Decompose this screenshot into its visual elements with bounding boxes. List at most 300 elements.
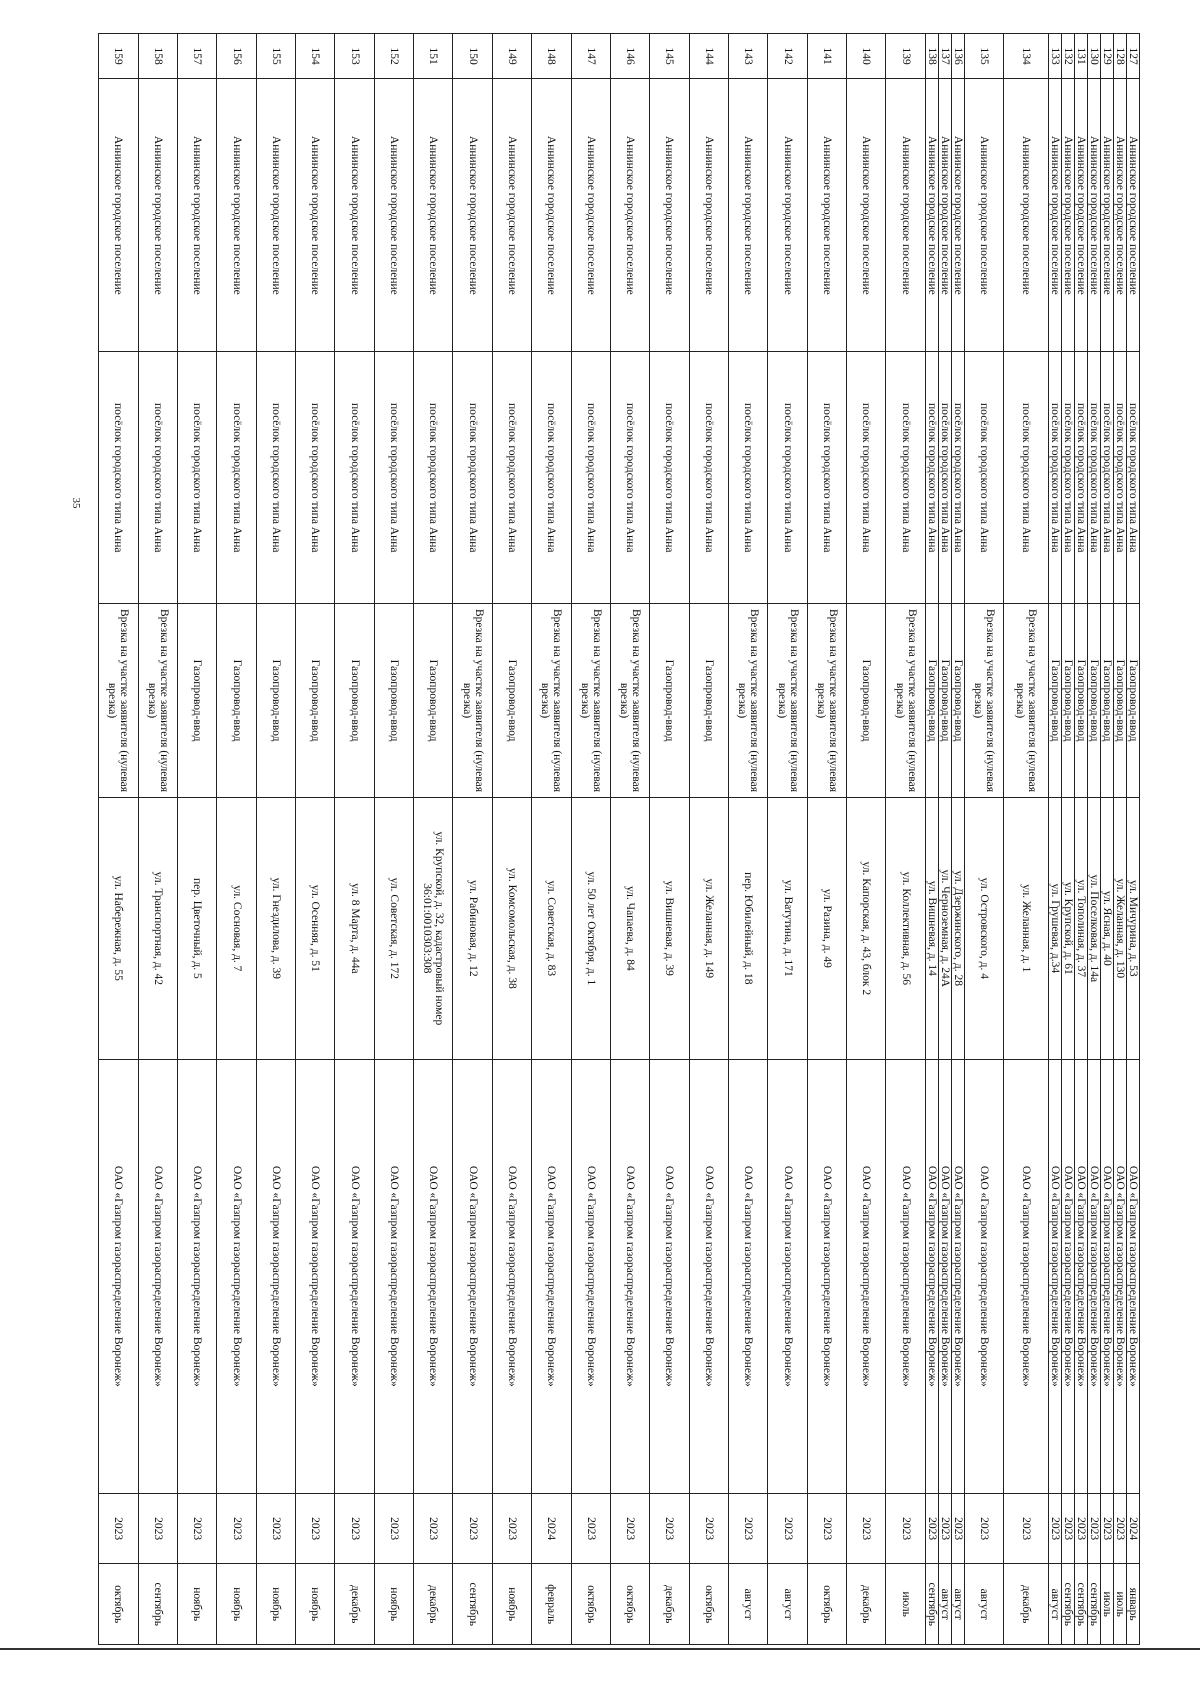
locality-cell: посёлок городского типа Анна xyxy=(768,352,807,604)
row-number-cell: 156 xyxy=(217,34,256,79)
locality-cell: посёлок городского типа Анна xyxy=(1088,352,1101,604)
locality-cell: посёлок городского типа Анна xyxy=(492,352,531,604)
address-cell: ул. Рабиновая, д. 12 xyxy=(453,797,492,1059)
row-number-cell: 140 xyxy=(847,34,886,79)
row-number-cell: 148 xyxy=(532,34,571,79)
table-row xyxy=(807,34,846,1645)
month-cell: декабрь xyxy=(335,1564,374,1645)
year-cell: 2023 xyxy=(807,1493,846,1563)
table-row xyxy=(886,34,925,1645)
row-number-cell: 147 xyxy=(571,34,610,79)
year-cell: 2023 xyxy=(938,1493,951,1563)
row-number-cell: 129 xyxy=(1101,34,1114,79)
locality-cell: посёлок городского типа Анна xyxy=(256,352,295,604)
organization-cell: ОАО «Газпром газораспределение Воронеж» xyxy=(1101,1059,1114,1493)
year-cell: 2023 xyxy=(374,1493,413,1563)
address-cell: ул. Осенняя, д. 51 xyxy=(296,797,335,1059)
row-number-cell: 137 xyxy=(938,34,951,79)
locality-cell: посёлок городского типа Анна xyxy=(886,352,925,604)
table-row xyxy=(1114,34,1127,1645)
table-row xyxy=(492,34,531,1645)
organization-cell: ОАО «Газпром газораспределение Воронеж» xyxy=(296,1059,335,1493)
address-cell: ул. 8 Марта, д. 44а xyxy=(335,797,374,1059)
connections-table-rotated xyxy=(106,33,1140,1645)
address-cell: ул. Коллективная, д. 56 xyxy=(886,797,925,1059)
table-row xyxy=(610,34,649,1645)
organization-cell: ОАО «Газпром газораспределение Воронеж» xyxy=(1062,1059,1075,1493)
organization-cell: ОАО «Газпром газораспределение Воронеж» xyxy=(964,1059,1003,1493)
address-cell: ул. 50 лет Октября, д. 1 xyxy=(571,797,610,1059)
settlement-cell: Аннинское городское поселение xyxy=(1049,79,1062,352)
connection-type-cell: Врезка на участке заявителя (нулевая врезка) xyxy=(964,604,1003,798)
address-cell: ул. Черноземная, д. 24А xyxy=(938,797,951,1059)
address-cell: ул. Желанная, д. 1 xyxy=(1004,797,1049,1059)
year-cell: 2023 xyxy=(1088,1493,1101,1563)
organization-cell: ОАО «Газпром газораспределение Воронеж» xyxy=(335,1059,374,1493)
settlement-cell: Аннинское городское поселение xyxy=(138,79,177,352)
year-cell: 2023 xyxy=(768,1493,807,1563)
year-cell: 2023 xyxy=(925,1493,938,1563)
month-cell: декабрь xyxy=(414,1564,453,1645)
row-number-cell: 159 xyxy=(99,34,138,79)
connection-type-cell: Газопровод-ввод xyxy=(492,604,531,798)
page-number: 35 xyxy=(70,497,82,509)
row-number-cell: 155 xyxy=(256,34,295,79)
table-row xyxy=(768,34,807,1645)
table-body xyxy=(99,34,1140,1645)
row-number-cell: 136 xyxy=(951,34,964,79)
connection-type-cell: Газопровод-ввод xyxy=(1127,604,1140,798)
row-number-cell: 145 xyxy=(650,34,689,79)
year-cell: 2023 xyxy=(847,1493,886,1563)
settlement-cell: Аннинское городское поселение xyxy=(492,79,531,352)
address-cell: ул. Ясная, д. 40 xyxy=(1101,797,1114,1059)
connection-type-cell: Газопровод-ввод xyxy=(951,604,964,798)
connection-type-cell: Газопровод-ввод xyxy=(1088,604,1101,798)
organization-cell: ОАО «Газпром газораспределение Воронеж» xyxy=(847,1059,886,1493)
locality-cell: посёлок городского типа Анна xyxy=(1049,352,1062,604)
organization-cell: ОАО «Газпром газораспределение Воронеж» xyxy=(571,1059,610,1493)
table-row xyxy=(138,34,177,1645)
settlement-cell: Аннинское городское поселение xyxy=(374,79,413,352)
table-row xyxy=(453,34,492,1645)
month-cell: сентябрь xyxy=(925,1564,938,1645)
locality-cell: посёлок городского типа Анна xyxy=(938,352,951,604)
connection-type-cell: Газопровод-ввод xyxy=(296,604,335,798)
address-cell: ул. Ватутина, д. 171 xyxy=(768,797,807,1059)
month-cell: август xyxy=(951,1564,964,1645)
month-cell: сентябрь xyxy=(1075,1564,1088,1645)
organization-cell: ОАО «Газпром газораспределение Воронеж» xyxy=(99,1059,138,1493)
locality-cell: посёлок городского типа Анна xyxy=(1127,352,1140,604)
year-cell: 2023 xyxy=(492,1493,531,1563)
address-cell: ул. Поселковая, д. 14а xyxy=(1088,797,1101,1059)
locality-cell: посёлок городского типа Анна xyxy=(1062,352,1075,604)
row-number-cell: 146 xyxy=(610,34,649,79)
connection-type-cell: Газопровод-ввод xyxy=(1049,604,1062,798)
connection-type-cell: Газопровод-ввод xyxy=(1062,604,1075,798)
year-cell: 2023 xyxy=(951,1493,964,1563)
month-cell: август xyxy=(768,1564,807,1645)
address-cell: ул. Вишневая, д. 39 xyxy=(650,797,689,1059)
address-cell: ул. Мичурина, д. 53 xyxy=(1127,797,1140,1059)
table-row xyxy=(689,34,728,1645)
year-cell: 2023 xyxy=(99,1493,138,1563)
organization-cell: ОАО «Газпром газораспределение Воронеж» xyxy=(1088,1059,1101,1493)
table-row xyxy=(414,34,453,1645)
locality-cell: посёлок городского типа Анна xyxy=(571,352,610,604)
year-cell: 2023 xyxy=(256,1493,295,1563)
locality-cell: посёлок городского типа Анна xyxy=(335,352,374,604)
settlement-cell: Аннинское городское поселение xyxy=(217,79,256,352)
settlement-cell: Аннинское городское поселение xyxy=(1075,79,1088,352)
locality-cell: посёлок городского типа Анна xyxy=(1075,352,1088,604)
organization-cell: ОАО «Газпром газораспределение Воронеж» xyxy=(138,1059,177,1493)
month-cell: июль xyxy=(1101,1564,1114,1645)
locality-cell: посёлок городского типа Анна xyxy=(807,352,846,604)
month-cell: октябрь xyxy=(99,1564,138,1645)
year-cell: 2023 xyxy=(1114,1493,1127,1563)
table-row xyxy=(335,34,374,1645)
organization-cell: ОАО «Газпром газораспределение Воронеж» xyxy=(1049,1059,1062,1493)
connection-type-cell: Врезка на участке заявителя (нулевая врезка) xyxy=(610,604,649,798)
connection-type-cell: Врезка на участке заявителя (нулевая врезка) xyxy=(729,604,768,798)
settlement-cell: Аннинское городское поселение xyxy=(938,79,951,352)
locality-cell: посёлок городского типа Анна xyxy=(925,352,938,604)
year-cell: 2023 xyxy=(964,1493,1003,1563)
table-row xyxy=(938,34,951,1645)
year-cell: 2023 xyxy=(414,1493,453,1563)
address-cell: ул. Капорская, д. 43, блок 2 xyxy=(847,797,886,1059)
locality-cell: посёлок городского типа Анна xyxy=(374,352,413,604)
settlement-cell: Аннинское городское поселение xyxy=(886,79,925,352)
address-cell: ул. Крупской, д. 32, кадастровый номер 36:01:0010303:308 xyxy=(414,797,453,1059)
table-row xyxy=(951,34,964,1645)
address-cell: ул. Чапаева, д. 84 xyxy=(610,797,649,1059)
connection-type-cell: Газопровод-ввод xyxy=(335,604,374,798)
address-cell: пер. Цветочный, д. 5 xyxy=(177,797,216,1059)
year-cell: 2023 xyxy=(571,1493,610,1563)
table-row xyxy=(729,34,768,1645)
organization-cell: ОАО «Газпром газораспределение Воронеж» xyxy=(610,1059,649,1493)
organization-cell: ОАО «Газпром газораспределение Воронеж» xyxy=(1127,1059,1140,1493)
year-cell: 2023 xyxy=(177,1493,216,1563)
locality-cell: посёлок городского типа Анна xyxy=(964,352,1003,604)
address-cell: ул. Гнездилова, д. 39 xyxy=(256,797,295,1059)
connection-type-cell: Газопровод-ввод xyxy=(1101,604,1114,798)
organization-cell: ОАО «Газпром газораспределение Воронеж» xyxy=(1075,1059,1088,1493)
address-cell: ул. Грушевая, д.34 xyxy=(1049,797,1062,1059)
organization-cell: ОАО «Газпром газораспределение Воронеж» xyxy=(532,1059,571,1493)
connection-type-cell: Врезка на участке заявителя (нулевая врезка) xyxy=(768,604,807,798)
row-number-cell: 141 xyxy=(807,34,846,79)
address-cell: ул. Набережная, д. 55 xyxy=(99,797,138,1059)
settlement-cell: Аннинское городское поселение xyxy=(1127,79,1140,352)
row-number-cell: 154 xyxy=(296,34,335,79)
month-cell: декабрь xyxy=(847,1564,886,1645)
organization-cell: ОАО «Газпром газораспределение Воронеж» xyxy=(177,1059,216,1493)
row-number-cell: 143 xyxy=(729,34,768,79)
settlement-cell: Аннинское городское поселение xyxy=(177,79,216,352)
address-cell: ул. Советская, д. 83 xyxy=(532,797,571,1059)
month-cell: ноябрь xyxy=(492,1564,531,1645)
row-number-cell: 138 xyxy=(925,34,938,79)
connection-type-cell: Газопровод-ввод xyxy=(650,604,689,798)
table-row xyxy=(847,34,886,1645)
connection-type-cell: Газопровод-ввод xyxy=(938,604,951,798)
year-cell: 2023 xyxy=(1004,1493,1049,1563)
table-row xyxy=(1127,34,1140,1645)
year-cell: 2023 xyxy=(650,1493,689,1563)
settlement-cell: Аннинское городское поселение xyxy=(729,79,768,352)
connection-type-cell: Газопровод-ввод xyxy=(177,604,216,798)
row-number-cell: 157 xyxy=(177,34,216,79)
year-cell: 2023 xyxy=(729,1493,768,1563)
settlement-cell: Аннинское городское поселение xyxy=(807,79,846,352)
locality-cell: посёлок городского типа Анна xyxy=(296,352,335,604)
locality-cell: посёлок городского типа Анна xyxy=(1101,352,1114,604)
table-row xyxy=(296,34,335,1645)
settlement-cell: Аннинское городское поселение xyxy=(1062,79,1075,352)
year-cell: 2023 xyxy=(1101,1493,1114,1563)
locality-cell: посёлок городского типа Анна xyxy=(847,352,886,604)
connection-type-cell: Врезка на участке заявителя (нулевая врезка) xyxy=(1004,604,1049,798)
locality-cell: посёлок городского типа Анна xyxy=(1004,352,1049,604)
connection-type-cell: Врезка на участке заявителя (нулевая врезка) xyxy=(138,604,177,798)
scan-edge-line xyxy=(0,1648,1200,1650)
table-row xyxy=(532,34,571,1645)
settlement-cell: Аннинское городское поселение xyxy=(335,79,374,352)
locality-cell: посёлок городского типа Анна xyxy=(650,352,689,604)
year-cell: 2023 xyxy=(886,1493,925,1563)
connection-type-cell: Газопровод-ввод xyxy=(925,604,938,798)
table-row xyxy=(650,34,689,1645)
settlement-cell: Аннинское городское поселение xyxy=(414,79,453,352)
month-cell: август xyxy=(938,1564,951,1645)
address-cell: ул. Дзержинского, д. 28 xyxy=(951,797,964,1059)
settlement-cell: Аннинское городское поселение xyxy=(256,79,295,352)
month-cell: ноябрь xyxy=(374,1564,413,1645)
month-cell: ноябрь xyxy=(217,1564,256,1645)
settlement-cell: Аннинское городское поселение xyxy=(453,79,492,352)
address-cell: ул. Вишневая, д. 14 xyxy=(925,797,938,1059)
address-cell: ул. Транспортная, д. 42 xyxy=(138,797,177,1059)
settlement-cell: Аннинское городское поселение xyxy=(532,79,571,352)
organization-cell: ОАО «Газпром газораспределение Воронеж» xyxy=(925,1059,938,1493)
row-number-cell: 158 xyxy=(138,34,177,79)
row-number-cell: 142 xyxy=(768,34,807,79)
locality-cell: посёлок городского типа Анна xyxy=(217,352,256,604)
connection-type-cell: Врезка на участке заявителя (нулевая врезка) xyxy=(807,604,846,798)
organization-cell: ОАО «Газпром газораспределение Воронеж» xyxy=(453,1059,492,1493)
month-cell: сентябрь xyxy=(1062,1564,1075,1645)
row-number-cell: 150 xyxy=(453,34,492,79)
organization-cell: ОАО «Газпром газораспределение Воронеж» xyxy=(689,1059,728,1493)
address-cell: ул. Крупской, д. 61 xyxy=(1062,797,1075,1059)
table-row xyxy=(1088,34,1101,1645)
month-cell: октябрь xyxy=(571,1564,610,1645)
organization-cell: ОАО «Газпром газораспределение Воронеж» xyxy=(951,1059,964,1493)
year-cell: 2023 xyxy=(296,1493,335,1563)
connection-type-cell: Газопровод-ввод xyxy=(217,604,256,798)
settlement-cell: Аннинское городское поселение xyxy=(964,79,1003,352)
year-cell: 2023 xyxy=(335,1493,374,1563)
locality-cell: посёлок городского типа Анна xyxy=(951,352,964,604)
organization-cell: ОАО «Газпром газораспределение Воронеж» xyxy=(256,1059,295,1493)
address-cell: ул. Желанная, д. 149 xyxy=(689,797,728,1059)
month-cell: сентябрь xyxy=(453,1564,492,1645)
row-number-cell: 128 xyxy=(1114,34,1127,79)
year-cell: 2023 xyxy=(689,1493,728,1563)
organization-cell: ОАО «Газпром газораспределение Воронеж» xyxy=(492,1059,531,1493)
locality-cell: посёлок городского типа Анна xyxy=(414,352,453,604)
locality-cell: посёлок городского типа Анна xyxy=(453,352,492,604)
connection-type-cell: Врезка на участке заявителя (нулевая врезка) xyxy=(532,604,571,798)
locality-cell: посёлок городского типа Анна xyxy=(177,352,216,604)
address-cell: ул. Островского, д. 4 xyxy=(964,797,1003,1059)
address-cell: ул. Сосновая, д. 7 xyxy=(217,797,256,1059)
month-cell: сентябрь xyxy=(138,1564,177,1645)
connection-type-cell: Газопровод-ввод xyxy=(414,604,453,798)
locality-cell: посёлок городского типа Анна xyxy=(532,352,571,604)
locality-cell: посёлок городского типа Анна xyxy=(1114,352,1127,604)
connection-type-cell: Врезка на участке заявителя (нулевая врезка) xyxy=(453,604,492,798)
organization-cell: ОАО «Газпром газораспределение Воронеж» xyxy=(217,1059,256,1493)
locality-cell: посёлок городского типа Анна xyxy=(99,352,138,604)
month-cell: ноябрь xyxy=(177,1564,216,1645)
month-cell: декабрь xyxy=(650,1564,689,1645)
organization-cell: ОАО «Газпром газораспределение Воронеж» xyxy=(374,1059,413,1493)
connection-type-cell: Газопровод-ввод xyxy=(689,604,728,798)
month-cell: октябрь xyxy=(610,1564,649,1645)
connection-type-cell: Газопровод-ввод xyxy=(1075,604,1088,798)
organization-cell: ОАО «Газпром газораспределение Воронеж» xyxy=(1114,1059,1127,1493)
organization-cell: ОАО «Газпром газораспределение Воронеж» xyxy=(886,1059,925,1493)
month-cell: октябрь xyxy=(689,1564,728,1645)
locality-cell: посёлок городского типа Анна xyxy=(138,352,177,604)
organization-cell: ОАО «Газпром газораспределение Воронеж» xyxy=(414,1059,453,1493)
year-cell: 2023 xyxy=(217,1493,256,1563)
year-cell: 2023 xyxy=(1075,1493,1088,1563)
organization-cell: ОАО «Газпром газораспределение Воронеж» xyxy=(729,1059,768,1493)
settlement-cell: Аннинское городское поселение xyxy=(1101,79,1114,352)
locality-cell: посёлок городского типа Анна xyxy=(610,352,649,604)
row-number-cell: 139 xyxy=(886,34,925,79)
settlement-cell: Аннинское городское поселение xyxy=(650,79,689,352)
row-number-cell: 127 xyxy=(1127,34,1140,79)
row-number-cell: 130 xyxy=(1088,34,1101,79)
settlement-cell: Аннинское городское поселение xyxy=(296,79,335,352)
table-row xyxy=(1075,34,1088,1645)
table-row xyxy=(1004,34,1049,1645)
address-cell: ул. Комсомольская, д. 38 xyxy=(492,797,531,1059)
month-cell: июль xyxy=(1114,1564,1127,1645)
year-cell: 2023 xyxy=(1049,1493,1062,1563)
row-number-cell: 134 xyxy=(1004,34,1049,79)
table-row xyxy=(374,34,413,1645)
year-cell: 2024 xyxy=(532,1493,571,1563)
connection-type-cell: Врезка на участке заявителя (нулевая врезка) xyxy=(571,604,610,798)
table-row xyxy=(177,34,216,1645)
row-number-cell: 132 xyxy=(1062,34,1075,79)
row-number-cell: 149 xyxy=(492,34,531,79)
settlement-cell: Аннинское городское поселение xyxy=(610,79,649,352)
row-number-cell: 131 xyxy=(1075,34,1088,79)
row-number-cell: 135 xyxy=(964,34,1003,79)
table-row xyxy=(256,34,295,1645)
month-cell: август xyxy=(1049,1564,1062,1645)
organization-cell: ОАО «Газпром газораспределение Воронеж» xyxy=(1004,1059,1049,1493)
connection-type-cell: Газопровод-ввод xyxy=(847,604,886,798)
organization-cell: ОАО «Газпром газораспределение Воронеж» xyxy=(768,1059,807,1493)
month-cell: октябрь xyxy=(807,1564,846,1645)
table-row xyxy=(925,34,938,1645)
address-cell: пер. Юбилейный, д. 18 xyxy=(729,797,768,1059)
organization-cell: ОАО «Газпром газораспределение Воронеж» xyxy=(938,1059,951,1493)
year-cell: 2023 xyxy=(138,1493,177,1563)
year-cell: 2023 xyxy=(453,1493,492,1563)
connection-type-cell: Газопровод-ввод xyxy=(256,604,295,798)
year-cell: 2023 xyxy=(610,1493,649,1563)
settlement-cell: Аннинское городское поселение xyxy=(1088,79,1101,352)
settlement-cell: Аннинское городское поселение xyxy=(951,79,964,352)
month-cell: ноябрь xyxy=(256,1564,295,1645)
month-cell: июль xyxy=(886,1564,925,1645)
locality-cell: посёлок городского типа Анна xyxy=(689,352,728,604)
settlement-cell: Аннинское городское поселение xyxy=(847,79,886,352)
settlement-cell: Аннинское городское поселение xyxy=(571,79,610,352)
settlement-cell: Аннинское городское поселение xyxy=(925,79,938,352)
table-row xyxy=(964,34,1003,1645)
connection-type-cell: Газопровод-ввод xyxy=(1114,604,1127,798)
address-cell: ул. Разина, д. 49 xyxy=(807,797,846,1059)
row-number-cell: 144 xyxy=(689,34,728,79)
address-cell: ул. Желанная, д. 130 xyxy=(1114,797,1127,1059)
connection-type-cell: Врезка на участке заявителя (нулевая врезка) xyxy=(886,604,925,798)
month-cell: сентябрь xyxy=(1088,1564,1101,1645)
row-number-cell: 152 xyxy=(374,34,413,79)
settlement-cell: Аннинское городское поселение xyxy=(1114,79,1127,352)
address-cell: ул. Советская, д. 172 xyxy=(374,797,413,1059)
table-row xyxy=(217,34,256,1645)
connection-type-cell: Газопровод-ввод xyxy=(374,604,413,798)
settlement-cell: Аннинское городское поселение xyxy=(1004,79,1049,352)
locality-cell: посёлок городского типа Анна xyxy=(729,352,768,604)
month-cell: февраль xyxy=(532,1564,571,1645)
month-cell: январь xyxy=(1127,1564,1140,1645)
connections-table xyxy=(98,33,1140,1645)
month-cell: август xyxy=(729,1564,768,1645)
settlement-cell: Аннинское городское поселение xyxy=(99,79,138,352)
month-cell: ноябрь xyxy=(296,1564,335,1645)
connection-type-cell: Врезка на участке заявителя (нулевая врезка) xyxy=(99,604,138,798)
table-row xyxy=(99,34,138,1645)
row-number-cell: 133 xyxy=(1049,34,1062,79)
row-number-cell: 153 xyxy=(335,34,374,79)
address-cell: ул. Тополиная, д. 37 xyxy=(1075,797,1088,1059)
organization-cell: ОАО «Газпром газораспределение Воронеж» xyxy=(807,1059,846,1493)
year-cell: 2024 xyxy=(1127,1493,1140,1563)
table-row xyxy=(1049,34,1062,1645)
table-row xyxy=(1101,34,1114,1645)
table-row xyxy=(571,34,610,1645)
settlement-cell: Аннинское городское поселение xyxy=(689,79,728,352)
settlement-cell: Аннинское городское поселение xyxy=(768,79,807,352)
month-cell: декабрь xyxy=(1004,1564,1049,1645)
table-row xyxy=(1062,34,1075,1645)
month-cell: август xyxy=(964,1564,1003,1645)
organization-cell: ОАО «Газпром газораспределение Воронеж» xyxy=(650,1059,689,1493)
